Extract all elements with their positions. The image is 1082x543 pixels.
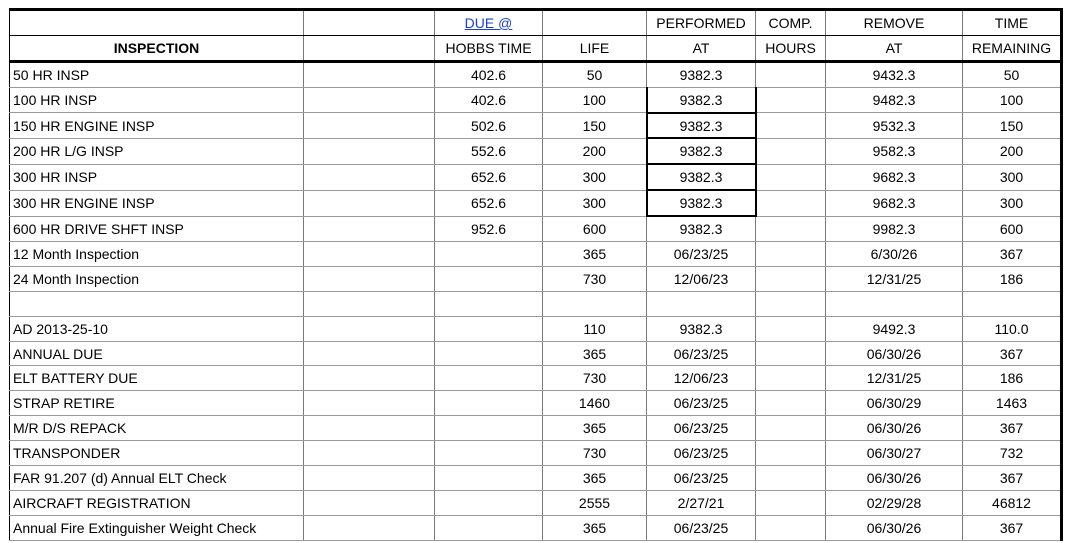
blank-cell[interactable] xyxy=(304,515,435,540)
inspection-name[interactable]: 300 HR INSP xyxy=(10,164,304,190)
time-remaining-cell[interactable]: 367 xyxy=(963,242,1062,267)
table-row xyxy=(10,87,1062,112)
blank-cell[interactable] xyxy=(304,61,435,87)
table-row xyxy=(10,316,1062,341)
table-row xyxy=(10,266,1062,291)
time-remaining-cell[interactable]: 100 xyxy=(963,87,1062,112)
table-row xyxy=(10,416,1062,441)
header-time-remaining: REMAINING xyxy=(963,35,1062,61)
comp-hours-cell[interactable] xyxy=(756,242,826,267)
table-row xyxy=(10,391,1062,416)
blank-cell[interactable] xyxy=(304,316,435,341)
comp-hours-cell[interactable] xyxy=(756,466,826,491)
comp-hours-cell[interactable] xyxy=(756,138,826,164)
inspection-name[interactable]: 600 HR DRIVE SHFT INSP xyxy=(10,216,304,241)
life-cell[interactable]: 365 xyxy=(543,466,647,491)
due-hobbs-cell[interactable] xyxy=(435,366,543,391)
comp-hours-cell[interactable] xyxy=(756,190,826,216)
remove-at-cell[interactable]: 9492.3 xyxy=(826,316,963,341)
time-remaining-cell[interactable]: 300 xyxy=(963,164,1062,190)
comp-hours-cell[interactable] xyxy=(756,61,826,87)
table-row xyxy=(10,190,1062,216)
performed-at-cell[interactable]: 06/23/25 xyxy=(647,341,756,366)
remove-at-cell[interactable]: 9682.3 xyxy=(826,164,963,190)
blank-cell[interactable] xyxy=(304,216,435,241)
due-hobbs-cell[interactable]: 552.6 xyxy=(435,138,543,164)
performed-at-cell[interactable]: 9382.3 xyxy=(647,190,756,216)
header-remove-at: AT xyxy=(826,35,963,61)
comp-hours-cell[interactable] xyxy=(756,316,826,341)
remove-at-cell[interactable]: 02/29/28 xyxy=(826,490,963,515)
table-row xyxy=(10,242,1062,267)
table-row xyxy=(10,441,1062,466)
remove-at-cell[interactable]: 9532.3 xyxy=(826,113,963,139)
blank-cell[interactable] xyxy=(304,87,435,112)
inspection-name[interactable]: STRAP RETIRE xyxy=(10,391,304,416)
comp-hours-cell[interactable] xyxy=(756,490,826,515)
inspection-name[interactable]: 50 HR INSP xyxy=(10,61,304,87)
table-row xyxy=(10,490,1062,515)
header-cell: COMP. xyxy=(756,10,826,36)
header-cell xyxy=(304,35,435,61)
inspection-name[interactable]: 300 HR ENGINE INSP xyxy=(10,190,304,216)
time-remaining-cell[interactable]: 186 xyxy=(963,366,1062,391)
remove-at-cell[interactable]: 06/30/26 xyxy=(826,341,963,366)
life-cell[interactable]: 300 xyxy=(543,190,647,216)
life-cell[interactable] xyxy=(543,291,647,316)
life-cell[interactable]: 600 xyxy=(543,216,647,241)
performed-at-cell[interactable]: 9382.3 xyxy=(647,87,756,112)
blank-cell[interactable] xyxy=(304,242,435,267)
comp-hours-cell[interactable] xyxy=(756,341,826,366)
performed-at-cell[interactable] xyxy=(647,291,756,316)
life-cell[interactable]: 730 xyxy=(543,366,647,391)
inspection-name[interactable]: 200 HR L/G INSP xyxy=(10,138,304,164)
comp-hours-cell[interactable] xyxy=(756,87,826,112)
life-cell[interactable]: 110 xyxy=(543,316,647,341)
inspection-name[interactable]: 12 Month Inspection xyxy=(10,242,304,267)
table-row xyxy=(10,341,1062,366)
performed-at-cell[interactable]: 9382.3 xyxy=(647,61,756,87)
header-inspection: INSPECTION xyxy=(10,35,304,61)
header-cell xyxy=(543,10,647,36)
comp-hours-cell[interactable] xyxy=(756,366,826,391)
comp-hours-cell[interactable] xyxy=(756,216,826,241)
inspection-name[interactable]: TRANSPONDER xyxy=(10,441,304,466)
table-row xyxy=(10,366,1062,391)
due-hobbs-cell[interactable]: 652.6 xyxy=(435,190,543,216)
due-hobbs-cell[interactable] xyxy=(435,515,543,540)
header-performed-at: AT xyxy=(647,35,756,61)
table-row xyxy=(10,138,1062,164)
remove-at-cell[interactable]: 12/31/25 xyxy=(826,366,963,391)
remove-at-cell[interactable]: 06/30/27 xyxy=(826,441,963,466)
remove-at-cell[interactable]: 9482.3 xyxy=(826,87,963,112)
table-row xyxy=(10,61,1062,87)
blank-cell[interactable] xyxy=(304,113,435,139)
inspection-name[interactable]: FAR 91.207 (d) Annual ELT Check xyxy=(10,466,304,491)
header-cell xyxy=(304,10,435,36)
inspection-table xyxy=(9,8,1063,541)
time-remaining-cell[interactable]: 300 xyxy=(963,190,1062,216)
header-comp-hours: HOURS xyxy=(756,35,826,61)
time-remaining-cell[interactable]: 600 xyxy=(963,216,1062,241)
comp-hours-cell[interactable] xyxy=(756,113,826,139)
time-remaining-cell[interactable]: 1463 xyxy=(963,391,1062,416)
life-cell[interactable]: 150 xyxy=(543,113,647,139)
inspection-name[interactable]: ANNUAL DUE xyxy=(10,341,304,366)
remove-at-cell[interactable]: 06/30/26 xyxy=(826,466,963,491)
header-life: LIFE xyxy=(543,35,647,61)
header-cell: REMOVE xyxy=(826,10,963,36)
due-hobbs-cell[interactable] xyxy=(435,441,543,466)
performed-at-cell[interactable]: 12/06/23 xyxy=(647,266,756,291)
performed-at-cell[interactable]: 06/23/25 xyxy=(647,391,756,416)
time-remaining-cell[interactable]: 150 xyxy=(963,113,1062,139)
remove-at-cell[interactable]: 9682.3 xyxy=(826,190,963,216)
time-remaining-cell[interactable]: 200 xyxy=(963,138,1062,164)
performed-at-cell[interactable]: 12/06/23 xyxy=(647,366,756,391)
due-hobbs-cell[interactable] xyxy=(435,391,543,416)
due-hobbs-cell[interactable]: 402.6 xyxy=(435,87,543,112)
inspection-name[interactable]: 100 HR INSP xyxy=(10,87,304,112)
blank-cell[interactable] xyxy=(304,190,435,216)
table-row xyxy=(10,113,1062,139)
comp-hours-cell[interactable] xyxy=(756,164,826,190)
performed-at-cell[interactable]: 2/27/21 xyxy=(647,490,756,515)
inspection-name[interactable]: 150 HR ENGINE INSP xyxy=(10,113,304,139)
performed-at-cell[interactable]: 9382.3 xyxy=(647,113,756,139)
time-remaining-cell[interactable]: 186 xyxy=(963,266,1062,291)
comp-hours-cell[interactable] xyxy=(756,416,826,441)
header-cell xyxy=(10,10,304,36)
due-hobbs-cell[interactable] xyxy=(435,291,543,316)
life-cell[interactable]: 365 xyxy=(543,242,647,267)
comp-hours-cell[interactable] xyxy=(756,266,826,291)
remove-at-cell[interactable]: 06/30/29 xyxy=(826,391,963,416)
performed-at-cell[interactable]: 06/23/25 xyxy=(647,466,756,491)
life-cell[interactable]: 300 xyxy=(543,164,647,190)
table-row xyxy=(10,216,1062,241)
due-hobbs-cell[interactable] xyxy=(435,490,543,515)
inspection-name[interactable]: AIRCRAFT REGISTRATION xyxy=(10,490,304,515)
table-row xyxy=(10,164,1062,190)
life-cell[interactable]: 50 xyxy=(543,61,647,87)
life-cell[interactable]: 365 xyxy=(543,341,647,366)
due-hobbs-cell[interactable] xyxy=(435,316,543,341)
blank-cell[interactable] xyxy=(304,266,435,291)
header-row-2 xyxy=(10,35,1062,61)
life-cell[interactable]: 2555 xyxy=(543,490,647,515)
due-hobbs-cell[interactable]: 402.6 xyxy=(435,61,543,87)
blank-cell[interactable] xyxy=(304,138,435,164)
table-row xyxy=(10,466,1062,491)
due-hobbs-cell[interactable]: 502.6 xyxy=(435,113,543,139)
blank-cell[interactable] xyxy=(304,441,435,466)
header-cell: TIME xyxy=(963,10,1062,36)
performed-at-cell[interactable]: 06/23/25 xyxy=(647,242,756,267)
performed-at-cell[interactable]: 06/23/25 xyxy=(647,441,756,466)
life-cell[interactable]: 730 xyxy=(543,266,647,291)
blank-cell[interactable] xyxy=(304,490,435,515)
header-cell: PERFORMED xyxy=(647,10,756,36)
header-hobbs-time: HOBBS TIME xyxy=(435,35,543,61)
table-row xyxy=(10,291,1062,316)
time-remaining-cell[interactable]: 732 xyxy=(963,441,1062,466)
time-remaining-cell[interactable]: 110.0 xyxy=(963,316,1062,341)
remove-at-cell[interactable]: 06/30/26 xyxy=(826,416,963,441)
blank-cell[interactable] xyxy=(304,341,435,366)
remove-at-cell[interactable]: 9982.3 xyxy=(826,216,963,241)
blank-cell[interactable] xyxy=(304,291,435,316)
life-cell[interactable]: 730 xyxy=(543,441,647,466)
comp-hours-cell[interactable] xyxy=(756,441,826,466)
time-remaining-cell[interactable]: 367 xyxy=(963,466,1062,491)
time-remaining-cell[interactable]: 46812 xyxy=(963,490,1062,515)
time-remaining-cell[interactable]: 367 xyxy=(963,515,1062,540)
table-row xyxy=(10,515,1062,540)
time-remaining-cell[interactable]: 367 xyxy=(963,341,1062,366)
time-remaining-cell[interactable]: 367 xyxy=(963,416,1062,441)
due-hobbs-cell[interactable] xyxy=(435,242,543,267)
comp-hours-cell[interactable] xyxy=(756,391,826,416)
due-hobbs-cell[interactable] xyxy=(435,466,543,491)
due-hobbs-cell[interactable]: 652.6 xyxy=(435,164,543,190)
header-row-1 xyxy=(10,10,1062,36)
inspection-name[interactable]: Annual Fire Extinguisher Weight Check xyxy=(10,515,304,540)
inspection-name[interactable]: M/R D/S REPACK xyxy=(10,416,304,441)
due-hobbs-cell[interactable] xyxy=(435,416,543,441)
performed-at-cell[interactable]: 9382.3 xyxy=(647,216,756,241)
remove-at-cell[interactable]: 6/30/26 xyxy=(826,242,963,267)
due-link[interactable]: DUE @ xyxy=(464,14,513,31)
life-cell[interactable]: 1460 xyxy=(543,391,647,416)
remove-at-cell[interactable] xyxy=(826,291,963,316)
due-hobbs-cell[interactable] xyxy=(435,341,543,366)
blank-cell[interactable] xyxy=(304,164,435,190)
performed-at-cell[interactable]: 9382.3 xyxy=(647,316,756,341)
remove-at-cell[interactable]: 06/30/26 xyxy=(826,515,963,540)
blank-cell[interactable] xyxy=(304,466,435,491)
comp-hours-cell[interactable] xyxy=(756,515,826,540)
inspection-name[interactable]: AD 2013-25-10 xyxy=(10,316,304,341)
life-cell[interactable]: 100 xyxy=(543,87,647,112)
comp-hours-cell[interactable] xyxy=(756,291,826,316)
inspection-name[interactable]: 24 Month Inspection xyxy=(10,266,304,291)
life-cell[interactable]: 365 xyxy=(543,515,647,540)
header-cell xyxy=(435,10,543,36)
blank-cell[interactable] xyxy=(304,391,435,416)
time-remaining-cell[interactable]: 50 xyxy=(963,61,1062,87)
inspection-name[interactable]: ELT BATTERY DUE xyxy=(10,366,304,391)
inspection-name[interactable] xyxy=(10,291,304,316)
remove-at-cell[interactable]: 9432.3 xyxy=(826,61,963,87)
performed-at-cell[interactable]: 06/23/25 xyxy=(647,515,756,540)
blank-cell[interactable] xyxy=(304,416,435,441)
performed-at-cell[interactable]: 06/23/25 xyxy=(647,416,756,441)
blank-cell[interactable] xyxy=(304,366,435,391)
life-cell[interactable]: 365 xyxy=(543,416,647,441)
time-remaining-cell[interactable] xyxy=(963,291,1062,316)
remove-at-cell[interactable]: 9582.3 xyxy=(826,138,963,164)
due-hobbs-cell[interactable]: 952.6 xyxy=(435,216,543,241)
performed-at-cell[interactable]: 9382.3 xyxy=(647,164,756,190)
remove-at-cell[interactable]: 12/31/25 xyxy=(826,266,963,291)
performed-at-cell[interactable]: 9382.3 xyxy=(647,138,756,164)
life-cell[interactable]: 200 xyxy=(543,138,647,164)
due-hobbs-cell[interactable] xyxy=(435,266,543,291)
